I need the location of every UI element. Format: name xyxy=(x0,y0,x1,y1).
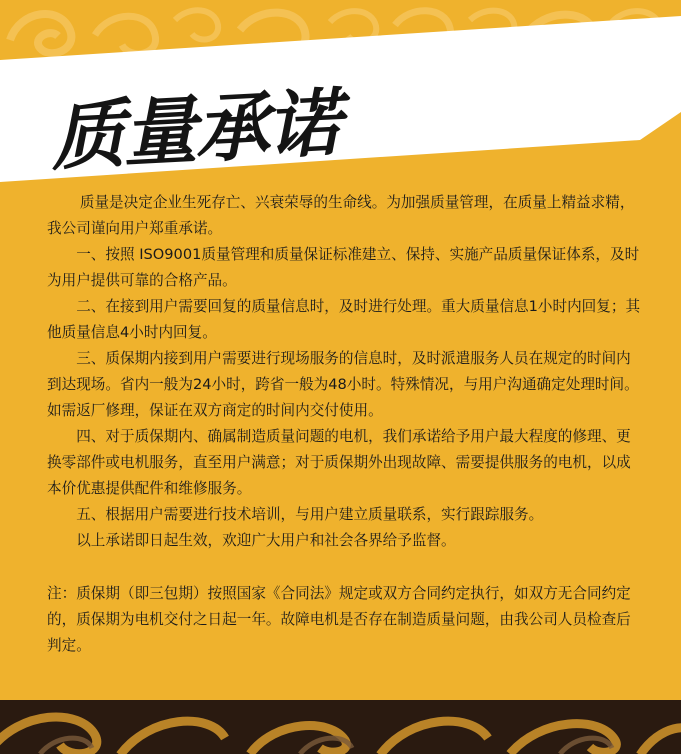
title-banner xyxy=(0,0,681,190)
warranty-note xyxy=(47,581,645,659)
paragraph-item-2: 二、在接到用户需要回复的质量信息时，及时进行处理。重大质量信息1小时内回复；其他质量信息4小时内回复。 xyxy=(47,298,641,341)
paragraph-item-1: 一、按照 ISO9001质量管理和质量保证标准建立、保持、实施产品质量保证体系，及时为用户提供可靠的合格产品。 xyxy=(47,246,640,289)
paragraph-intro: 质量是决定企业生死存亡、兴衰荣辱的生命线。为加强质量管理，在质量上精益求精，我公司谨向用户郑重承诺。 xyxy=(47,194,635,237)
page-title: 质量承诺 xyxy=(48,80,341,182)
paragraph-item-4: 四、对于质保期内、确属制造质量问题的电机，我们承诺给予用户最大程度的修理、更换零部件或电机服务，直至用户满意；对于质保期外出现故障、需要提供服务的电机，以成本价优惠提供配件和维修服务。 xyxy=(47,428,631,497)
paragraph-item-5: 五、根据用户需要进行技术培训，与用户建立质量联系，实行跟踪服务。 xyxy=(76,506,544,523)
note-text: 注：质保期（即三包期）按照国家《合同法》规定或双方合同约定执行，如双方无合同约定的，质保期为电机交付之日起一年。故障电机是否存在制造质量问题，由我公司人员检查后判定。 xyxy=(47,585,631,654)
paragraph-item-3: 三、质保期内接到用户需要进行现场服务的信息时，及时派遣服务人员在规定的时间内到达现场。省内一般为24小时，跨省一般为48小时。特殊情况，与用户沟通确定处理时间。如需返厂修理，保证在双方商定的时间内交付使用。 xyxy=(47,350,639,419)
promise-content xyxy=(47,190,645,554)
bottom-ornament-band xyxy=(0,700,681,754)
paragraph-closing: 以上承诺即日起生效，欢迎广大用户和社会各界给予监督。 xyxy=(76,532,456,549)
